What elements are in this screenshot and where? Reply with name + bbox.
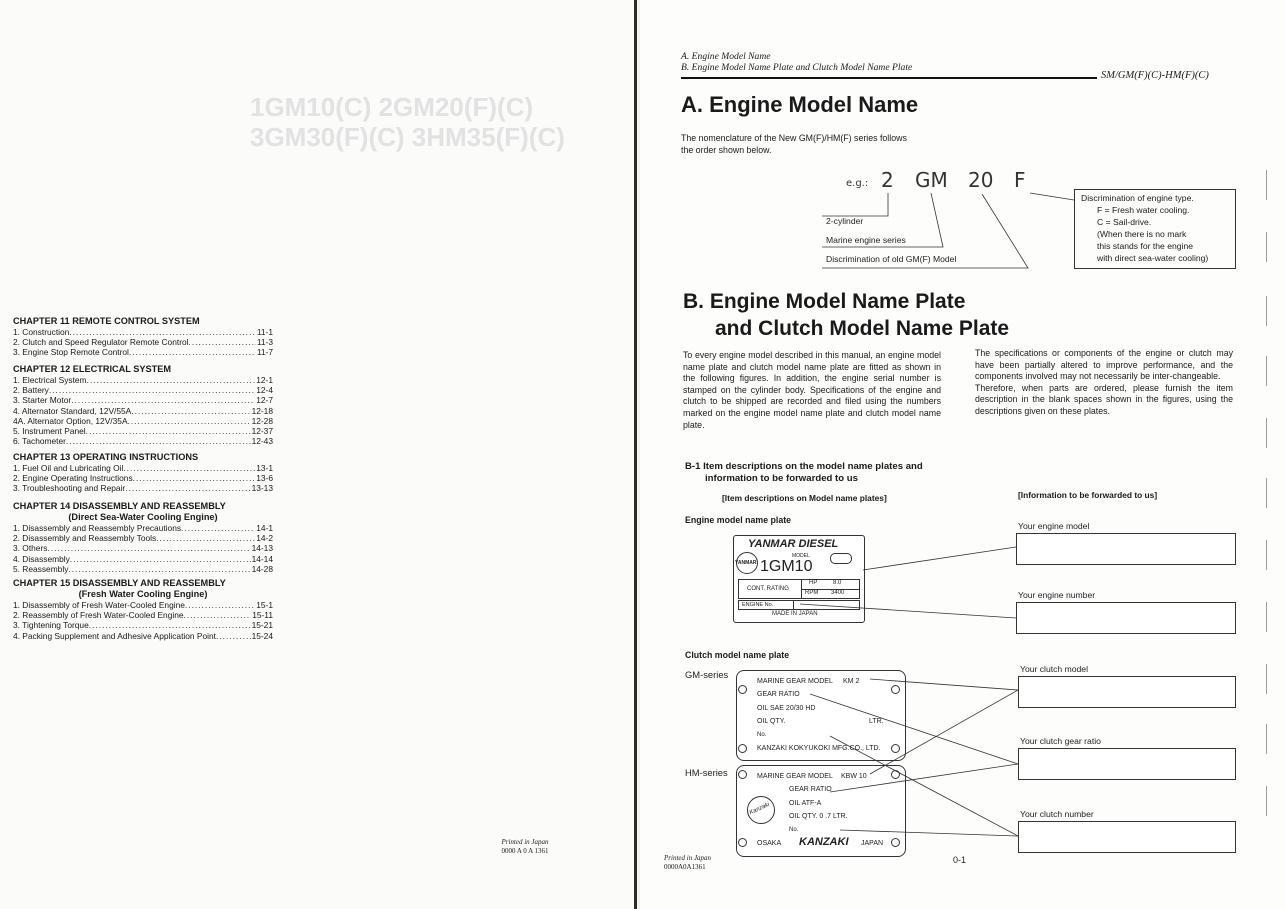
leader-hm-number [840, 830, 1018, 836]
leader-type [1030, 193, 1074, 200]
field-label-engine-model: Your engine model [1018, 521, 1090, 531]
toc-entry[interactable]: 5. Instrument Panel ..... 12-37 [13, 426, 273, 436]
gm-plate-model: KM 2 [843, 678, 860, 685]
plate-model: 1GM10 [760, 558, 813, 575]
gm-clutch-plate: MARINE GEAR MODEL KM 2 GEAR RATIO OIL SAE 20/30 HD OIL QTY. LTR. No. KANZAKI KOKYUKOKI MFG.CO., LTD. [736, 670, 906, 761]
toc-entry[interactable]: 1. Disassembly and Reassembly Precautions ..... 14-1 [13, 523, 273, 533]
page-edge-tab [1266, 724, 1270, 754]
leader-marine [822, 193, 943, 247]
hm-plate-seal: Kanzaki [748, 801, 771, 817]
leader-hm-ratio [830, 764, 1018, 792]
plate-model-label: MODEL [792, 553, 810, 559]
page-edge-tab [1266, 664, 1270, 694]
chapter-title: CHAPTER 13 OPERATING INSTRUCTIONS [13, 452, 199, 462]
plate-logo-text: YANMAR [735, 560, 757, 566]
toc-entry[interactable]: 1. Construction ..... 11-1 [13, 327, 273, 337]
toc-entry[interactable]: 3. Starter Motor ..... 12-7 [13, 395, 273, 405]
toc-entry[interactable]: 3. Tightening Torque ..... 15-21 [13, 620, 273, 630]
leader-gm-ratio [810, 694, 1018, 764]
example-series: GM [915, 168, 948, 192]
leader-engine-number [800, 604, 1016, 618]
plate-brand: YANMAR DIESEL [748, 538, 839, 550]
plate-hp: 8.0 [833, 580, 842, 586]
toc-entry[interactable]: 4. Alternator Standard, 12V/55A ..... 12-18 [13, 406, 273, 416]
field-label-engine-number: Your engine number [1018, 590, 1096, 600]
leader-hm-model [870, 690, 1018, 774]
page-edge-tab [1266, 232, 1270, 262]
leader-gm-number [830, 736, 1018, 836]
toc-entry[interactable]: 3. Engine Stop Remote Control ..... 11-7 [13, 347, 273, 357]
section-b-body-left: To every engine model described in this manual, an engine model name plate and clutch model name plate are fitted as shown in the following figures. In addition, the engine serial number is stamped on the cylinder body. Specifications of the engine and clutch to be shipped are recorded and filed using the numbers marked on the engine model name plate and clutch model name plate. [683, 350, 941, 430]
toc-entry[interactable]: 1. Disassembly of Fresh Water-Cooled Engine ..... 15-1 [13, 600, 273, 610]
toc-entry[interactable]: 2. Disassembly and Reassembly Tools ..... 14-2 [13, 533, 273, 543]
field-label-clutch-number: Your clutch number [1020, 809, 1094, 819]
engine-type-note: Discrimination of engine type. F = Fresh water cooling. C = Sail-drive. (When there is no mark this stands for the engine with direct sea-water cooling) [1074, 189, 1236, 269]
col-right-head: [Information to be forwarded to us] [1018, 490, 1158, 500]
engine-plate-label: Engine model name plate [685, 515, 792, 525]
toc-entry[interactable]: 4A. Alternator Option, 12V/35A ..... 12-28 [13, 416, 273, 426]
header-model-code: SM/GM(F)(C)-HM(F)(C) [1101, 70, 1209, 81]
engine-name-plate: YANMAR DIESEL YANMAR MODEL 1GM10 CONT. RATING HP 8.0 RPM 3400 ENGINE No. MADE IN JAPAN [733, 535, 865, 623]
toc-entry[interactable]: 2. Clutch and Speed Regulator Remote Control ..... 11-3 [13, 337, 273, 347]
leader-cylinder [822, 193, 888, 216]
toc-entry[interactable]: 2. Reassembly of Fresh Water-Cooled Engine ..... 15-11 [13, 610, 273, 620]
chapter-title: CHAPTER 11 REMOTE CONTROL SYSTEM [13, 316, 200, 326]
gm-series-label: GM-series [685, 669, 729, 680]
leader-gm-model [870, 679, 1018, 690]
toc-entry[interactable]: 1. Electrical System ..... 12-1 [13, 375, 273, 385]
hm-series-label: HM-series [685, 767, 728, 778]
example-prefix: e.g.: [846, 178, 869, 189]
toc-entry[interactable]: 2. Engine Operating Instructions ..... 13-6 [13, 473, 273, 483]
plate-made-in: MADE IN JAPAN [772, 611, 818, 617]
running-header: A. Engine Model Name B. Engine Model Name Plate and Clutch Model Name Plate [681, 51, 913, 73]
chapter-subtitle: (Direct Sea-Water Cooling Engine) [68, 512, 218, 522]
gm-plate-maker: KANZAKI KOKYUKOKI MFG.CO., LTD. [757, 745, 881, 752]
plate-rpm: 3400 [831, 590, 845, 596]
chapter-title: CHAPTER 14 DISASSEMBLY AND REASSEMBLY [13, 501, 226, 511]
section-a-intro: The nomenclature of the New GM(F)/HM(F) series follows the order shown below. [681, 133, 907, 155]
page-edge-tab [1266, 478, 1270, 508]
page-edge-tab [1266, 786, 1270, 816]
toc-entry[interactable]: 4. Disassembly ..... 14-14 [13, 554, 273, 564]
page-number: 0-1 [953, 855, 967, 865]
page-edge-tab [1266, 170, 1270, 200]
page-edge-tab [1266, 356, 1270, 386]
chapter-title: CHAPTER 15 DISASSEMBLY AND REASSEMBLY [13, 578, 226, 588]
toc-entry[interactable]: 6. Tachometer ..... 12-43 [13, 436, 273, 446]
right-printed-note: Printed in Japan 0000A0A1361 [664, 854, 712, 871]
leader-discrim-old [822, 194, 1028, 268]
chapter-title: CHAPTER 12 ELECTRICAL SYSTEM [13, 364, 172, 374]
b1-title: B-1 Item descriptions on the model name plates and information to be forwarded to us [685, 461, 923, 484]
toc-entry[interactable]: 4. Packing Supplement and Adhesive Application Point ..... 15-24 [13, 631, 273, 641]
field-label-clutch-model: Your clutch model [1020, 664, 1088, 674]
left-printed-note: Printed in Japan 0000 A 0 A 1361 [501, 838, 549, 855]
chapter-subtitle: (Fresh Water Cooling Engine) [78, 589, 208, 599]
label-marine: Marine engine series [826, 235, 906, 245]
plate-engine-no: ENGINE No. [742, 602, 774, 608]
page-edge-tab [1266, 296, 1270, 326]
example-suffix: F [1014, 168, 1026, 192]
hm-clutch-plate: MARINE GEAR MODEL KBW 10 Kanzaki GEAR RATIO OIL ATF-A OIL QTY. 0 .7 LTR. No. OSAKA KANZAKI JAPAN [736, 765, 906, 857]
toc-entry[interactable]: 3. Others ..... 14-13 [13, 543, 273, 553]
plate-cont-rating: CONT. RATING [747, 586, 789, 592]
ghost-title-bleed: 1GM10(C) 2GM20(F)(C) 3GM30(F)(C) 3HM35(F)(C) [250, 92, 565, 152]
toc-entry[interactable]: 1. Fuel Oil and Lubricating Oil ..... 13-1 [13, 463, 273, 473]
page-edge-tab [1266, 540, 1270, 570]
label-cylinder: 2-cylinder [826, 216, 864, 226]
field-label-clutch-gear-ratio: Your clutch gear ratio [1020, 736, 1101, 746]
label-discrim-old: Discrimination of old GM(F) Model [826, 254, 957, 264]
toc-entry[interactable]: 2. Battery ..... 12-4 [13, 385, 273, 395]
toc-entry[interactable]: 3. Troubleshooting and Repair ..... 13-13 [13, 483, 273, 493]
page-edge-tab [1266, 602, 1270, 632]
hm-plate-model: KBW 10 [841, 773, 867, 780]
example-number: 20 [968, 168, 994, 192]
section-b-body-right: The specifications or components of the engine or clutch may have been partially altered to improve performance, and the components involved may not necessarily be inter-changeable. Therefore, when parts are ordered, please furnish the item description in the blank spaces shown in the figures, using the descriptions given on these plates. [975, 348, 1233, 416]
col-left-head: [Item descriptions on Model name plates] [722, 493, 887, 503]
example-digit: 2 [881, 168, 894, 192]
section-b-title: B. Engine Model Name Plate and Clutch Model Name Plate [683, 290, 1010, 340]
section-a-title: A. Engine Model Name [681, 92, 919, 117]
leader-engine-model [863, 547, 1016, 570]
clutch-plate-label: Clutch model name plate [685, 650, 790, 660]
toc-entry[interactable]: 5. Reassembly ..... 14-28 [13, 564, 273, 574]
page-edge-tab [1266, 418, 1270, 448]
hm-plate-brand: KANZAKI [799, 836, 849, 848]
